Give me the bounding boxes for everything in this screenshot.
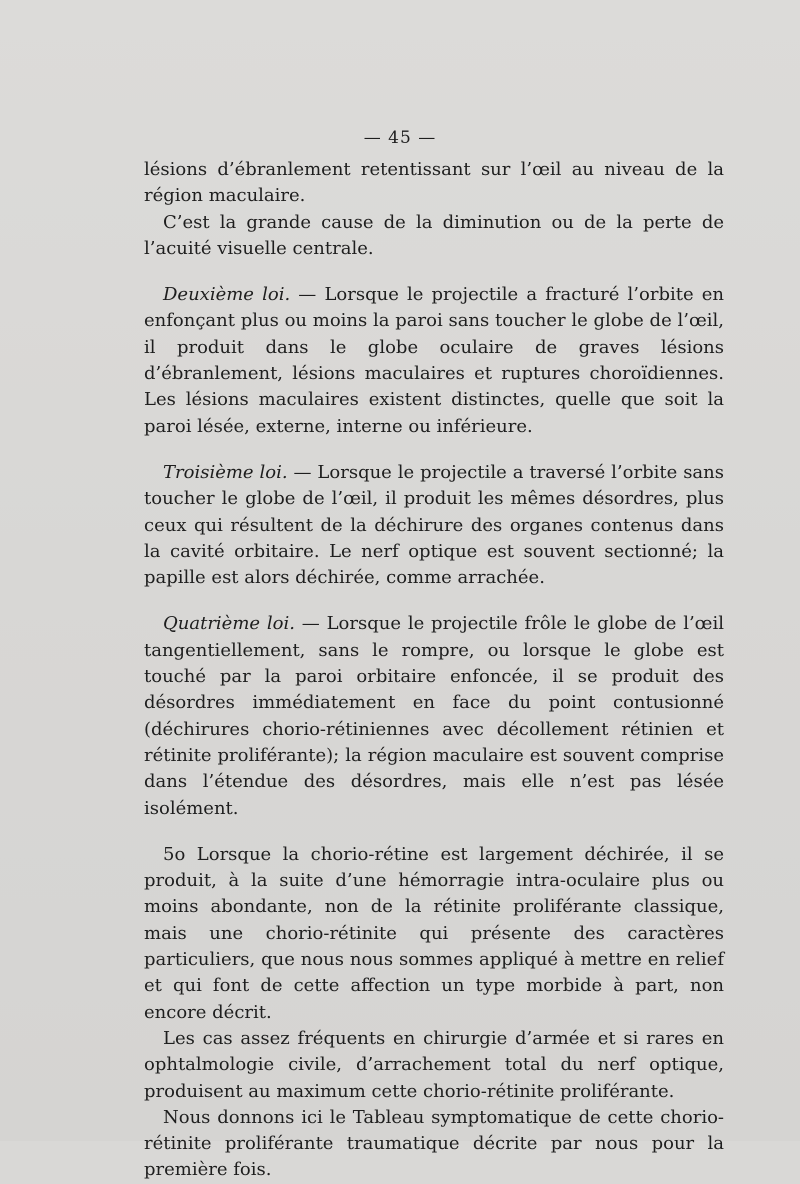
deuxieme-loi-label: Deuxième loi.: [163, 284, 291, 306]
quatrieme-loi-text: — Lorsque le projectile frôle le globe de l’œil tangentiellement, sans le rompre, ou lorsque le globe est touché par la paroi orbitaire enfoncée, il se produit des désordres immédiatement en face du point contusionné (déchirures chorio-rétiniennes avec décollement rétinien et rétinite proliférante); la région maculaire est souvent comprise dans l’étendue des désordres, mais elle n’est pas lésée isolément.: [144, 613, 724, 819]
tableau-text: Nous donnons ici le Tableau symptomatique de cette chorio-rétinite proliférante traumatique décrite par nous pour la première fois.: [144, 1106, 724, 1181]
paragraph-deuxieme-loi: [144, 282, 724, 440]
quatrieme-loi-label: Quatrième loi.: [163, 613, 295, 635]
deuxieme-loi-text: — Lorsque le projectile a fracturé l’orbite en enfonçant plus ou moins la paroi sans toucher le globe de l’œil, il produit dans le globe oculaire de graves lésions d’ébranlement, lésions maculaires et ruptures choroïdiennes. Les lésions maculaires existent distinctes, quelle que soit la paroi lésée, externe, interne ou inférieure.: [144, 284, 724, 437]
paragraph-2: [144, 210, 724, 263]
point-5-text: 5o Lorsque la chorio-rétine est largement déchirée, il se produit, à la suite d’une hémorragie intra-oculaire plus ou moins abondante, non de la rétinite proliférante classique, mais une chorio-rétinite qui présente des caractères particuliers, que nous nous sommes appliqué à mettre en relief et qui font de cette affection un type morbide à part, non encore décrit.: [144, 843, 724, 1023]
paragraph-tableau: [144, 1105, 724, 1184]
troisieme-loi-text: — Lorsque le projectile a traversé l’orbite sans toucher le globe de l’œil, il produit les mêmes désordres, plus ceux qui résultent de la déchirure des organes contenus dans la cavité orbitaire. Le nerf optique est souvent sectionné; la papille est alors déchirée, comme arrachée.: [144, 461, 724, 589]
troisieme-loi-label: Troisième loi.: [163, 461, 288, 483]
paragraph-troisieme-loi: [144, 460, 724, 591]
paragraph-arrachement: [144, 1026, 724, 1105]
arrachement-text: Les cas assez fréquents en chirurgie d’armée et si rares en ophtalmologie civile, d’arrachement total du nerf optique, produisent au maximum cette chorio-rétinite proliférante.: [144, 1027, 724, 1102]
paragraph-quatrieme-loi: [144, 611, 724, 821]
paragraph-2-text: C’est la grande cause de la diminution ou de la perte de l’acuité visuelle centrale.: [144, 211, 724, 259]
body-text: [144, 157, 724, 1184]
paragraph-1: [144, 157, 724, 210]
paragraph-point-5: [144, 842, 724, 1026]
page-number: — 45 —: [363, 128, 437, 148]
paragraph-1-text: lésions d’ébranlement retentissant sur l’œil au niveau de la région maculaire.: [144, 159, 724, 207]
